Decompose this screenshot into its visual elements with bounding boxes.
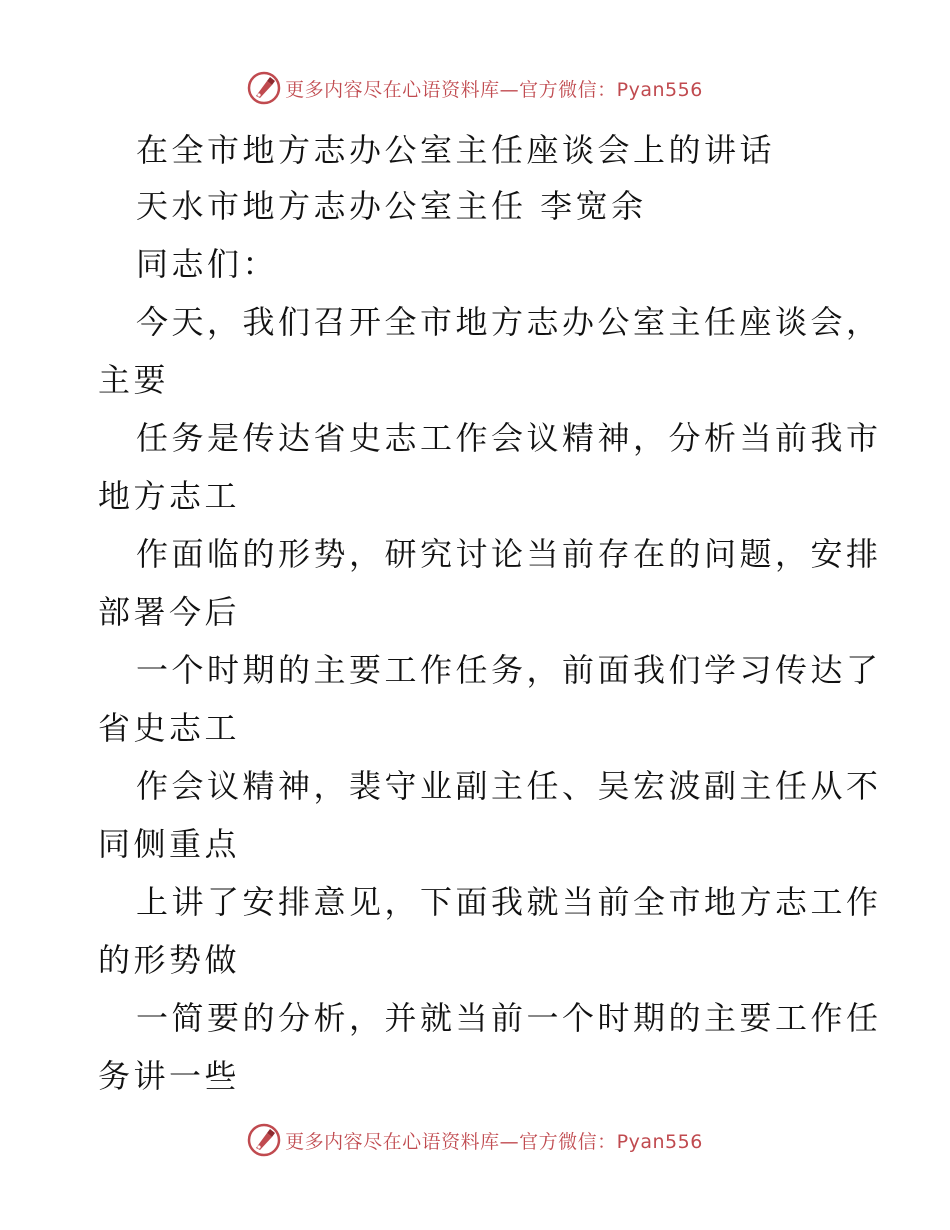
speech-title: 在全市地方志办公室主任座谈会上的讲话	[136, 131, 776, 169]
body-line: 任务是传达省史志工作会议精神，分析当前我市	[136, 419, 882, 457]
body-line: 省史志工	[98, 709, 241, 747]
body-line: 同侧重点	[98, 825, 241, 863]
body-line: 作面临的形势，研究讨论当前存在的问题，安排	[136, 535, 882, 573]
body-line: 一个时期的主要工作任务，前面我们学习传达了	[136, 651, 882, 689]
body-line: 主要	[98, 361, 170, 399]
body-line: 地方志工	[98, 477, 241, 515]
body-line: 务讲一些	[98, 1057, 241, 1095]
body-line: 一简要的分析，并就当前一个时期的主要工作任	[136, 999, 882, 1037]
body-line: 上讲了安排意见，下面我就当前全市地方志工作	[136, 883, 882, 921]
speaker-line: 天水市地方志办公室主任 李宽余	[136, 187, 647, 225]
watermark-text: 更多内容尽在心语资料库—官方微信：Pyan556	[285, 78, 703, 101]
watermark-banner-bottom	[0, 1120, 950, 1160]
watermark-banner-top	[0, 68, 950, 108]
fountain-pen-logo-icon	[247, 71, 281, 105]
body-line: 作会议精神，裴守业副主任、吴宏波副主任从不	[136, 767, 882, 805]
salutation: 同志们：	[136, 245, 279, 283]
watermark-text: 更多内容尽在心语资料库—官方微信：Pyan556	[285, 1130, 703, 1153]
body-line: 的形势做	[98, 941, 241, 979]
body-line: 今天，我们召开全市地方志办公室主任座谈会，	[136, 303, 882, 341]
fountain-pen-logo-icon	[247, 1123, 281, 1157]
body-line: 部署今后	[98, 593, 241, 631]
